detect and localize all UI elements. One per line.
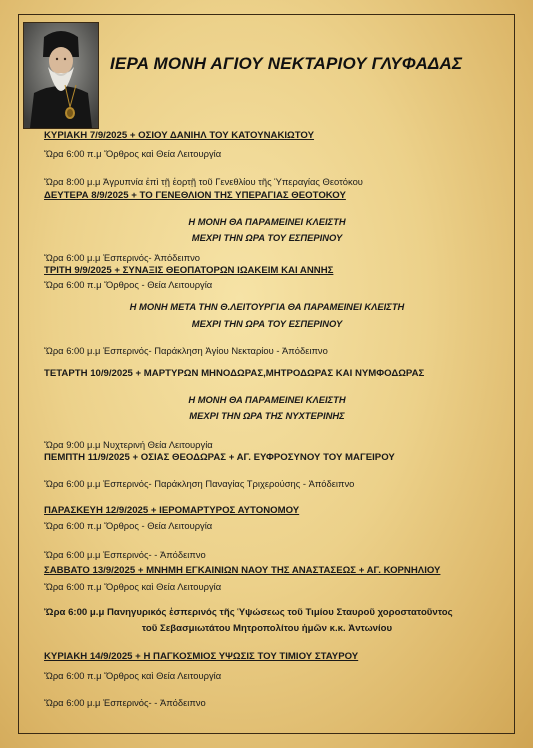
day-heading-monday-8: ΔΕΥΤΕΡΑ 8/9/2025 + ΤΟ ΓΕΝΕΘΛΙΟΝ ΤΗΣ ΥΠΕΡΑΓΙΑΣ ΘΕΟΤΟΚΟΥ — [44, 190, 346, 201]
service-line: Ὥρα 6:00 μ.μ Ἑσπερινός- - Ἀπόδειπνο — [44, 549, 206, 560]
service-line: Ὥρα 6:00 π.μ Ὄρθρος καὶ Θεία Λειτουργία — [44, 581, 222, 592]
notice-line: ΜΕΧΡΙ ΤΗΝ ΩΡΑ ΤΗΣ ΝΥΧΤΕΡΙΝΗΣ — [189, 410, 345, 421]
service-line: Ὥρα 8:00 μ.μ Ἀγρυπνία ἐπὶ τῇ ἑορτῇ τοῦ Γενεθλίου τῆς Ὑπεραγίας Θεοτόκου — [44, 176, 363, 187]
notice-line: Η ΜΟΝΗ ΜΕΤΑ ΤΗΝ Θ.ΛΕΙΤΟΥΡΓΙΑ ΘΑ ΠΑΡΑΜΕΙΝΕΙ ΚΛΕΙΣΤΗ — [129, 301, 405, 312]
day-heading-friday-12: ΠΑΡΑΣΚΕΥΗ 12/9/2025 + ΙΕΡΟΜΑΡΤΥΡΟΣ ΑΥΤΟΝΟΜΟΥ — [44, 505, 300, 516]
service-line: Ὥρα 6:00 μ.μ Ἑσπερινός- - Ἀπόδειπνο — [44, 697, 206, 708]
service-line: Ὥρα 6:00 μ.μ Ἑσπερινός- Παράκληση Παναγίας Τριχερούσης - Ἀπόδειπνο — [44, 478, 355, 489]
notice-line: Η ΜΟΝΗ ΘΑ ΠΑΡΑΜΕΙΝΕΙ ΚΛΕΙΣΤΗ — [188, 394, 346, 405]
notice-line: ΜΕΧΡΙ ΤΗΝ ΩΡΑ ΤΟΥ ΕΣΠΕΡΙΝΟΥ — [191, 232, 343, 243]
notice-line: ΜΕΧΡΙ ΤΗΝ ΩΡΑ ΤΟΥ ΕΣΠΕΡΙΝΟΥ — [191, 318, 343, 329]
service-line: Ὥρα 6:00 π.μ Ὄρθρος - Θεία Λειτουργία — [44, 279, 213, 290]
service-line: Ὥρα 6:00 μ.μ Ἑσπερινός- Παράκληση Ἁγίου Νεκταρίου - Ἀπόδειπνο — [44, 345, 328, 356]
day-heading-wednesday-10: ΤΕΤΑΡΤΗ 10/9/2025 + ΜΑΡΤΥΡΩΝ ΜΗΝΟΔΩΡΑΣ,ΜΗΤΡΟΔΩΡΑΣ ΚΑΙ ΝΥΜΦΟΔΩΡΑΣ — [44, 368, 425, 379]
monastery-title: ΙΕΡΑ ΜΟΝΗ ΑΓΙΟΥ ΝΕΚΤΑΡΙΟΥ ΓΛΥΦΑΔΑΣ — [110, 54, 463, 73]
saint-portrait — [23, 22, 99, 129]
day-heading-tuesday-9: ΤΡΙΤΗ 9/9/2025 + ΣΥΝΑΞΙΣ ΘΕΟΠΑΤΟΡΩΝ ΙΩΑΚΕΙΜ ΚΑΙ ΑΝΝΗΣ — [44, 265, 334, 276]
service-line: Ὥρα 6:00 μ.μ Ἑσπερινός- Ἀπόδειπνο — [44, 252, 201, 263]
day-heading-saturday-13: ΣΑΒΒΑΤΟ 13/9/2025 + ΜΝΗΜΗ ΕΓΚΑΙΝΙΩΝ ΝΑΟΥ ΤΗΣ ΑΝΑΣΤΑΣΕΩΣ + ΑΓ. ΚΟΡΝΗΛΙΟΥ — [44, 565, 441, 576]
service-line: Ὥρα 6:00 π.μ Ὄρθρος καὶ Θεία Λειτουργία — [44, 670, 222, 681]
day-heading-sunday-7: ΚΥΡΙΑΚΗ 7/9/2025 + ΟΣΙΟΥ ΔΑΝΙΗΛ ΤΟΥ ΚΑΤΟΥΝΑΚΙΩΤΟΥ — [44, 130, 315, 141]
service-line: Ὥρα 9:00 μ.μ Νυχτερινή Θεία Λειτουργία — [44, 439, 213, 450]
day-heading-sunday-14: ΚΥΡΙΑΚΗ 14/9/2025 + Η ΠΑΓΚΟΣΜΙΟΣ ΥΨΩΣΙΣ ΤΟΥ ΤΙΜΙΟΥ ΣΤΑΥΡΟΥ — [44, 651, 359, 662]
service-line: Ὥρα 6:00 π.μ Ὄρθρος - Θεία Λειτουργία — [44, 520, 213, 531]
vespers-line: Ὥρα 6:00 μ.μ Πανηγυρικός ἑσπερινός τῆς Ὑψώσεως τοῦ Τιμίου Σταυροῦ χοροστατοῦντος — [44, 607, 453, 618]
vespers-line-continued: τοῦ Σεβασμιωτάτου Μητροπολίτου ἡμῶν κ.κ. Ἀντωνίου — [141, 623, 393, 634]
portrait-image — [24, 23, 98, 128]
day-heading-thursday-11: ΠΕΜΠΤΗ 11/9/2025 + ΟΣΙΑΣ ΘΕΟΔΩΡΑΣ + ΑΓ. ΕΥΦΡΟΣΥΝΟΥ ΤΟΥ ΜΑΓΕΙΡΟΥ — [44, 452, 395, 463]
service-line: Ὥρα 6:00 π.μ Ὄρθρος καὶ Θεία Λειτουργία — [44, 148, 222, 159]
notice-line: Η ΜΟΝΗ ΘΑ ΠΑΡΑΜΕΙΝΕΙ ΚΛΕΙΣΤΗ — [188, 216, 346, 227]
